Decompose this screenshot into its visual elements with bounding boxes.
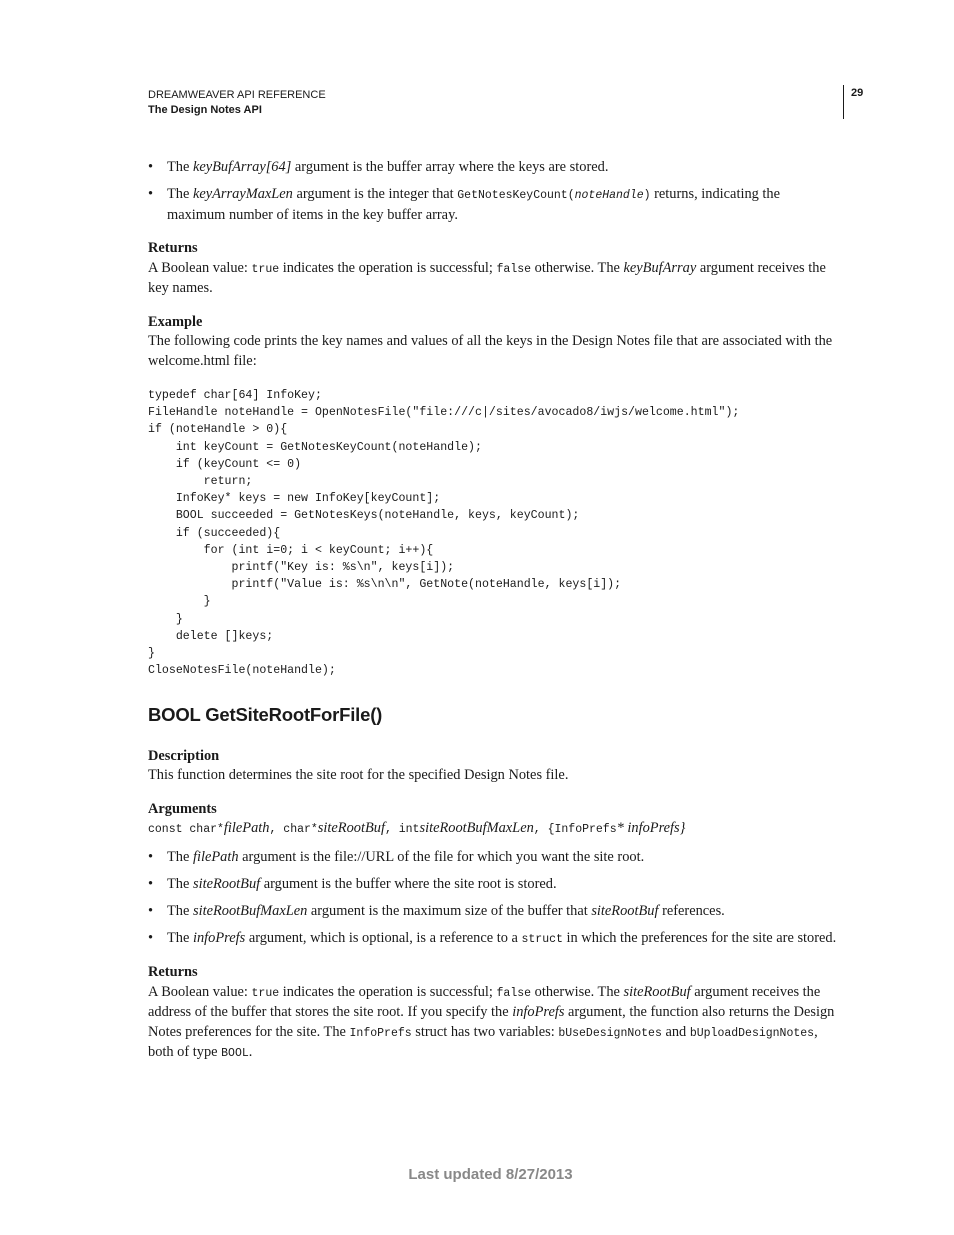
- description-heading: Description: [148, 747, 220, 764]
- page-number: 29: [851, 87, 864, 99]
- returns-text: A Boolean value: true indicates the operation is successful; false otherwise. The siteRootBuf argument receives the address of the buffer that stores the site root. If you specify the infoPrefs argument, the function also returns the Design Notes preferences for the site. The InfoPrefs struct has two variables: bUseDesignNotes and bUploadDesignNotes, both of type BOOL.: [148, 983, 835, 1061]
- page-body: [148, 158, 840, 1064]
- description-text: This function determines the site root for the specified Design Notes file.: [148, 767, 569, 784]
- bullet-list-keys: [148, 158, 840, 225]
- list-item: • The infoPrefs argument, which is optional, is a reference to a struct in which the preferences for the site are stored.: [148, 929, 840, 950]
- section-title: BOOL GetSiteRootForFile(): [148, 704, 383, 726]
- list-item: • The siteRootBufMaxLen argument is the maximum size of the buffer that siteRootBuf references.: [148, 902, 840, 922]
- returns-heading: Returns: [148, 964, 198, 981]
- arguments-heading: Arguments: [148, 800, 217, 817]
- header-subtitle: The Design Notes API: [148, 104, 262, 116]
- bullet-list-arguments: [148, 848, 840, 950]
- example-heading: Example: [148, 313, 203, 330]
- header-divider: [843, 85, 844, 119]
- returns-text: A Boolean value: true indicates the operation is successful; false otherwise. The keyBufArray argument receives the key names.: [148, 259, 826, 296]
- footer-last-updated: Last updated 8/27/2013: [408, 1166, 573, 1183]
- list-item: • The keyBufArray[64] argument is the buffer array where the keys are stored.: [148, 158, 840, 178]
- returns-heading: Returns: [148, 240, 198, 256]
- running-header: [148, 88, 326, 118]
- list-item: • The keyArrayMaxLen argument is the integer that GetNotesKeyCount(noteHandle) returns, indicating the maximum number of items in the key buffer array.: [148, 185, 840, 225]
- list-item: • The siteRootBuf argument is the buffer where the site root is stored.: [148, 875, 840, 895]
- header-title: DREAMWEAVER API REFERENCE: [148, 89, 326, 101]
- example-text: The following code prints the key names and values of all the keys in the Design Notes file that are associated with the welcome.html file:: [148, 333, 833, 369]
- code-example: typedef char[64] InfoKey; FileHandle noteHandle = OpenNotesFile("file:///c|/sites/avocado8/iwjs/welcome.html"); if (noteHandle > 0){ int keyCount = GetNotesKeyCount(noteHandle); if (keyCount <= 0) return; InfoKey* keys = new InfoKey[keyCount]; BOOL succeeded = GetNotesKeys(noteHandle, keys, keyCount); if (succeeded){ for (int i=0; i < keyCount; i++){ printf("Key is: %s\n", keys[i]); printf("Value is: %s\n\n", GetNote(noteHandle, keys[i]); } } delete []keys; } CloseNotesFile(noteHandle);: [148, 389, 740, 678]
- arguments-signature: const char*filePath, char*siteRootBuf, intsiteRootBufMaxLen, {InfoPrefs* infoPrefs}: [148, 820, 686, 837]
- list-item: • The filePath argument is the file://URL of the file for which you want the site root.: [148, 848, 840, 868]
